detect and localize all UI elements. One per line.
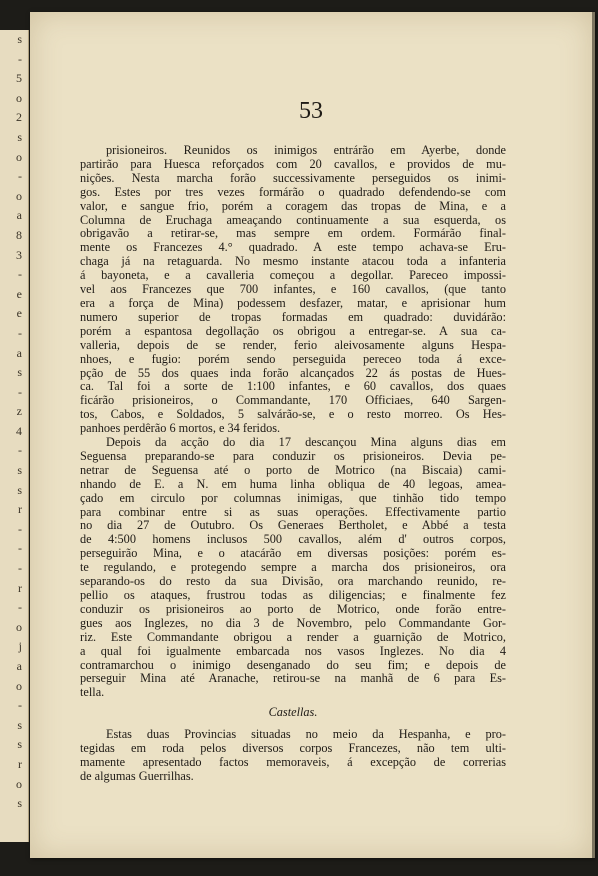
text-line: prisioneiros. Reunidos os inimigos entrárão em Ayerbe, donde — [106, 143, 506, 157]
left-margin-letter: o — [16, 188, 22, 203]
paragraph-2 — [80, 436, 506, 700]
section-title: Castellas. — [268, 705, 318, 720]
text-line: nhoes, e fugio: porém sendo perseguida pereceo toda á exce- — [80, 351, 506, 366]
left-margin-letter: o — [16, 149, 22, 164]
text-line: tos, Cabos, e Soldados, 5 salvárão-se, e o resto morreo. Os Hes- — [80, 407, 506, 422]
left-page-edge — [0, 30, 29, 842]
text-line: çado em circulo por columnas inimigas, que tinhão tido tempo — [80, 490, 506, 505]
text-line: nições. Nesta marcha forão successivamente perseguidos os inimi- — [80, 170, 506, 185]
text-line: mente os Francezes 4.° quadrado. A este tempo achava-se Eru- — [80, 240, 506, 255]
text-line: perseguir Mina até Aranache, retirou-se na manhã de 6 para Es- — [80, 671, 506, 686]
text-line: chaga já na retaguarda. No mesmo instante atacou toda a infanteria — [80, 254, 506, 269]
left-margin-letter: - — [18, 541, 22, 556]
left-margin-letter: a — [16, 345, 22, 360]
text-line: de 4:500 homens inclusos 500 cavallos, além d' outros corpos, — [80, 532, 506, 547]
text-line: riz. Este Commandante obrigou a render a guarnição de Motrico, — [80, 629, 506, 644]
text-line: contramarchou o inimigo desenganado do seu fim; e depois de — [80, 657, 506, 672]
text-line: ca. Tal foi a sorte de 1:100 infantes, e 60 cavallos, dos quaes — [80, 379, 506, 394]
left-margin-letter: 5 — [16, 71, 22, 86]
left-margin-letter: a — [16, 208, 22, 223]
text-line: gos. Estes por tres vezes formárão o quadrado defendendo-se com — [80, 184, 506, 199]
left-margin-letter: - — [18, 600, 22, 615]
text-line: para combinar entre si as suas operações. Effectivamente partio — [80, 504, 506, 519]
left-margin-letter: o — [16, 90, 22, 105]
left-margin-letter: s — [17, 32, 22, 46]
left-margin-letter: 8 — [16, 227, 22, 242]
left-margin-letter: o — [16, 678, 22, 693]
left-margin-letter: r — [18, 502, 22, 517]
text-line: pellio os ataques, frustrou todas as diligencias; e finalmente fez — [80, 588, 506, 602]
text-line: obrigavão a retirar-se, mas sempre em ordem. Formárão final- — [80, 226, 506, 241]
text-line: conduzir os prisioneiros ao porto de Motrico, onde forão entre- — [80, 601, 506, 616]
text-line: á bayoneta, e a cavalleria começou a degollar. Pareceo impossi- — [80, 268, 506, 283]
left-margin-letter: s — [17, 365, 22, 380]
text-line: valleria, depois de se render, ferio aleivosamente alguns Hespa- — [80, 337, 506, 352]
text-line: Estas duas Provincias situadas no meio da Hespanha, e pro- — [106, 727, 506, 742]
left-margin-letter: - — [18, 169, 22, 184]
left-margin-letter: 2 — [16, 110, 22, 125]
text-line: Columna de Eruchaga ameaçando continuamente a sua esquerda, os — [80, 212, 506, 227]
text-line: mamente apresentado factos memoraveis, á excepção de correrias — [80, 754, 506, 769]
text-line: no dia 27 de Outubro. Os Generaes Bertholet, e Abbé a testa — [80, 518, 506, 533]
text-line: Depois da acção do dia 17 descançou Mina alguns dias em — [106, 435, 506, 450]
left-margin-letter: - — [18, 443, 22, 458]
left-margin-letter: - — [18, 384, 22, 399]
paragraph-3 — [80, 728, 506, 784]
text-line: porém a espantosa degollação os obrigou a entregar-se. A sua ca- — [80, 323, 506, 338]
left-margin-letter: s — [17, 717, 22, 732]
text-line: de algumas Guerrilhas. — [80, 768, 194, 783]
page-number: 53 — [299, 98, 323, 124]
page-body — [80, 144, 506, 784]
text-line: partirão para Huesca reforçados com 20 cavallos, e providos de mu- — [80, 156, 506, 171]
left-margin-letter: - — [18, 51, 22, 66]
left-margin-letter: s — [17, 796, 22, 811]
left-margin-letter: 4 — [16, 423, 22, 438]
text-line: gues aos Inglezes, no dia 3 de Novembro, pelo Commandante Gor- — [80, 615, 506, 630]
text-line: numero superior de tropas formadas em quadrado: duvidárão: — [80, 309, 506, 324]
left-margin-letter: s — [17, 129, 22, 144]
text-line: tegidas em roda pelos diversos corpos Francezes, não tem ulti- — [80, 741, 506, 756]
left-margin-letter: s — [17, 482, 22, 497]
text-line: valor, e sangue frio, porém a coragem das tropas de Mina, e a — [80, 198, 506, 213]
left-margin-letter: o — [16, 619, 22, 634]
left-margin-letter: e — [16, 286, 22, 301]
left-margin-letter: s — [17, 737, 22, 752]
text-line: tella. — [80, 685, 105, 700]
left-margin-letter: s — [17, 463, 22, 478]
paragraph-1 — [80, 144, 506, 436]
left-margin-letter: - — [18, 521, 22, 536]
text-line: nhando de E. a N. em huma linha obliqua de 40 legoas, amea- — [80, 476, 506, 491]
left-margin-letter: - — [18, 267, 22, 282]
left-margin-letter: j — [18, 639, 22, 654]
left-page-margin-letters — [0, 30, 28, 814]
text-line: Seguensa preparando-se para conduzir os prisioneiros. Devia pe- — [80, 448, 506, 463]
text-line: perseguirão Mina, e o atacárão em diversas posições: porém es- — [80, 546, 506, 561]
left-margin-letter: r — [18, 756, 22, 771]
left-margin-letter: z — [16, 404, 22, 419]
text-line: ficárão prisioneiros, o Commandante, 170 Officiaes, 640 Sargen- — [80, 393, 506, 408]
text-line: separando-os do resto da sua Divisão, ora marchando reunido, re- — [80, 574, 506, 589]
left-margin-letter: - — [18, 561, 22, 576]
text-line: era a força de Mina) podessem desfazer, matar, e aprisionar hum — [80, 295, 506, 310]
text-line: a qual foi igualmente embarcada nos vasos Inglezes. No dia 4 — [80, 643, 506, 658]
left-margin-letter: o — [16, 776, 22, 791]
left-margin-letter: - — [18, 698, 22, 713]
left-margin-letter: - — [18, 325, 22, 340]
text-line: panhoes perdêrão 6 mortos, e 34 feridos. — [80, 421, 281, 436]
left-margin-letter: a — [16, 659, 22, 673]
text-line: pção de 55 dos quaes inda forão alcançados 22 ás postas de Hues- — [80, 365, 506, 380]
text-line: netrar de Seguensa até o porto de Motrico (na Biscaia) cami- — [80, 462, 506, 477]
book-page — [30, 12, 595, 858]
left-margin-letter: 3 — [16, 247, 22, 262]
left-margin-letter: e — [16, 306, 22, 321]
left-margin-letter: r — [18, 580, 22, 595]
text-line: vel aos Francezes que 700 infantes, e 160 cavallos, (que tanto — [80, 282, 506, 297]
text-line: te regulando, e protegendo sempre a marcha dos prisioneiros, ora — [80, 560, 506, 575]
